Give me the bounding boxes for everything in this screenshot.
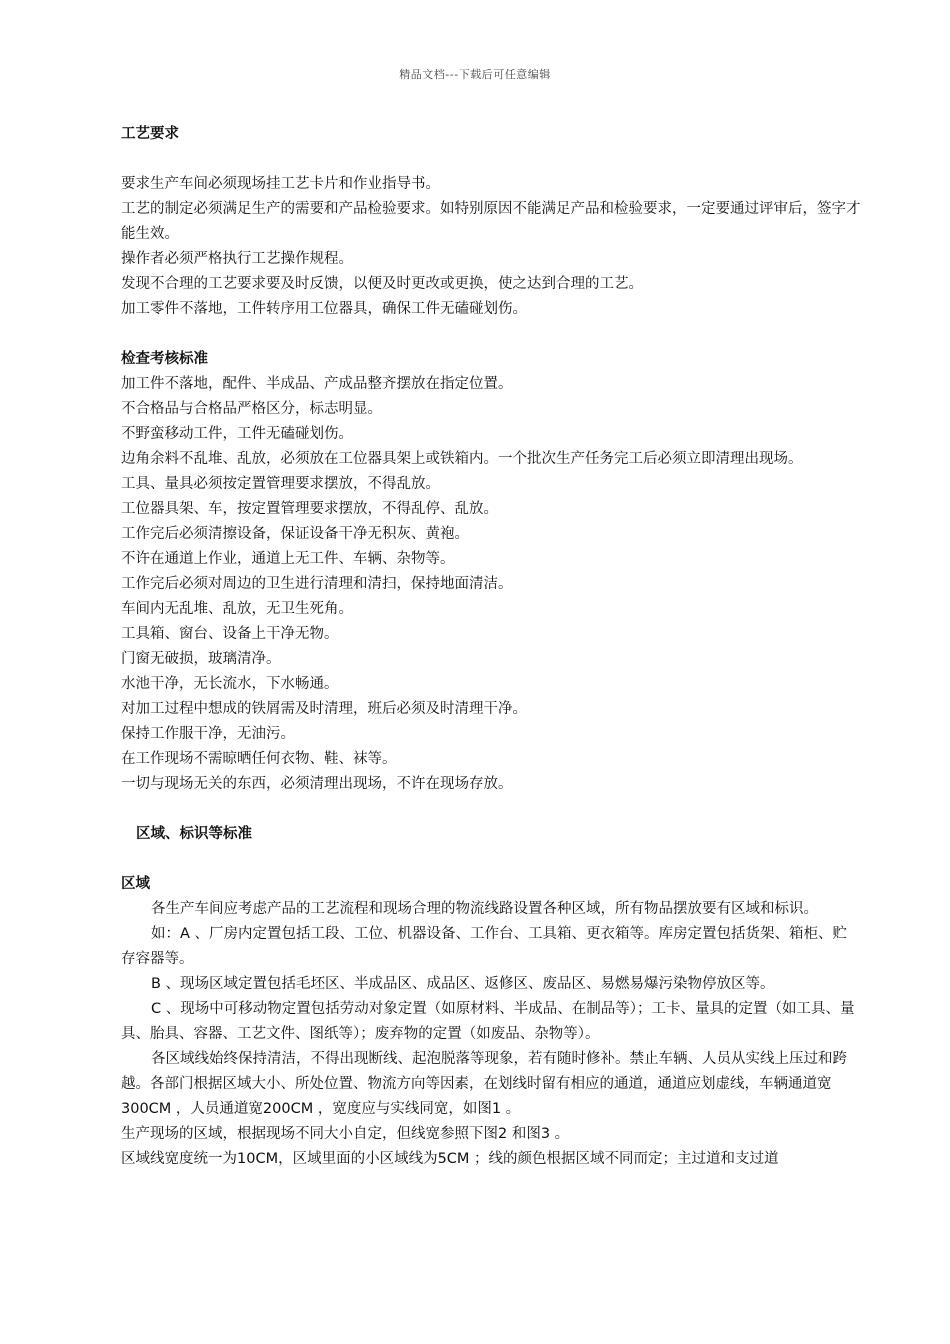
section-title-process-requirements: 工艺要求 (121, 126, 179, 142)
list-item: 加工件不落地，配件、半成品、产成品整齐摆放在指定位置。 (121, 376, 513, 392)
list-item: 水池干净，无长流水，下水畅通。 (121, 676, 339, 692)
list-item: 不合格品与合格品严格区分，标志明显。 (121, 401, 382, 417)
list-item: 工作完后必须对周边的卫生进行清理和清扫，保持地面清洁。 (121, 576, 513, 592)
process-requirements-list (121, 172, 861, 322)
list-item: 门窗无破损，玻璃清净。 (121, 651, 281, 667)
list-item: 要求生产车间必须现场挂工艺卡片和作业指导书。 (121, 176, 440, 192)
paragraph: 生产现场的区域，根据现场不同大小自定，但线宽参照下图2 和图3 。 (121, 1126, 570, 1142)
section-title-inspection-standards: 检查考核标准 (121, 351, 208, 367)
paragraph: C 、现场中可移动物定置包括劳动对象定置（如原材料、半成品、在制品等）；工卡、量具的定置（如工具、量具、胎具、容器、工艺文件、图纸等）；废弃物的定置（如废品、杂物等）。 (121, 1001, 855, 1042)
list-item: 边角余料不乱堆、乱放，必须放在工位器具架上或铁箱内。一个批次生产任务完工后必须立即清理出现场。 (121, 451, 803, 467)
list-item: 对加工过程中想成的铁屑需及时清理，班后必须及时清理干净。 (121, 701, 527, 717)
section-title-area-standards: 区域、标识等标准 (136, 826, 252, 842)
document-body (121, 122, 861, 1172)
list-item: 工作完后必须清擦设备，保证设备干净无积灰、黄袍。 (121, 526, 469, 542)
list-item: 工艺的制定必须满足生产的需要和产品检验要求。如特别原因不能满足产品和检验要求，一定要通过评审后，签字才能生效。 (121, 201, 861, 242)
list-item: 在工作现场不需晾晒任何衣物、鞋、袜等。 (121, 751, 397, 767)
list-item: 车间内无乱堆、乱放，无卫生死角。 (121, 601, 353, 617)
paragraph: 各生产车间应考虑产品的工艺流程和现场合理的物流线路设置各种区域，所有物品摆放要有区域和标识。 (151, 901, 818, 917)
paragraph: 各区域线始终保持清洁，不得出现断线、起泡脱落等现象，若有随时修补。禁止车辆、人员从实线上压过和跨越。各部门根据区域大小、所处位置、物流方向等因素，在划线时留有相应的通道，通道应划虚线，车辆通道宽300CM ，人员通道宽200CM ，宽度应与实线同宽，如图1 。 (121, 1051, 847, 1117)
paragraph: 区域线宽度统一为10CM，区域里面的小区域线为5CM ；线的颜色根据区域不同而定；主过道和支过道 (121, 1151, 779, 1167)
list-item: 工位器具架、车，按定置管理要求摆放，不得乱停、乱放。 (121, 501, 498, 517)
list-item: 操作者必须严格执行工艺操作规程。 (121, 251, 353, 267)
page-header: 精品文档---下载后可任意编辑 (399, 68, 551, 81)
list-item: 不许在通道上作业，通道上无工件、车辆、杂物等。 (121, 551, 455, 567)
section-title-area: 区域 (121, 876, 150, 892)
list-item: 加工零件不落地，工件转序用工位器具，确保工件无磕碰划伤。 (121, 301, 527, 317)
list-item: 保持工作服干净，无油污。 (121, 726, 295, 742)
inspection-standards-list (121, 372, 861, 797)
paragraph: 如：A 、厂房内定置包括工段、工位、机器设备、工作台、工具箱、更衣箱等。库房定置包括货架、箱柜、贮存容器等。 (121, 926, 848, 967)
list-item: 发现不合理的工艺要求要及时反馈，以便及时更改或更换，使之达到合理的工艺。 (121, 276, 643, 292)
list-item: 一切与现场无关的东西，必须清理出现场，不许在现场存放。 (121, 776, 513, 792)
list-item: 工具、量具必须按定置管理要求摆放，不得乱放。 (121, 476, 440, 492)
list-item: 工具箱、窗台、设备上干净无物。 (121, 626, 339, 642)
paragraph: B 、现场区域定置包括毛坯区、半成品区、成品区、返修区、废品区、易燃易爆污染物停放区等。 (151, 976, 775, 992)
list-item: 不野蛮移动工件，工件无磕碰划伤。 (121, 426, 353, 442)
